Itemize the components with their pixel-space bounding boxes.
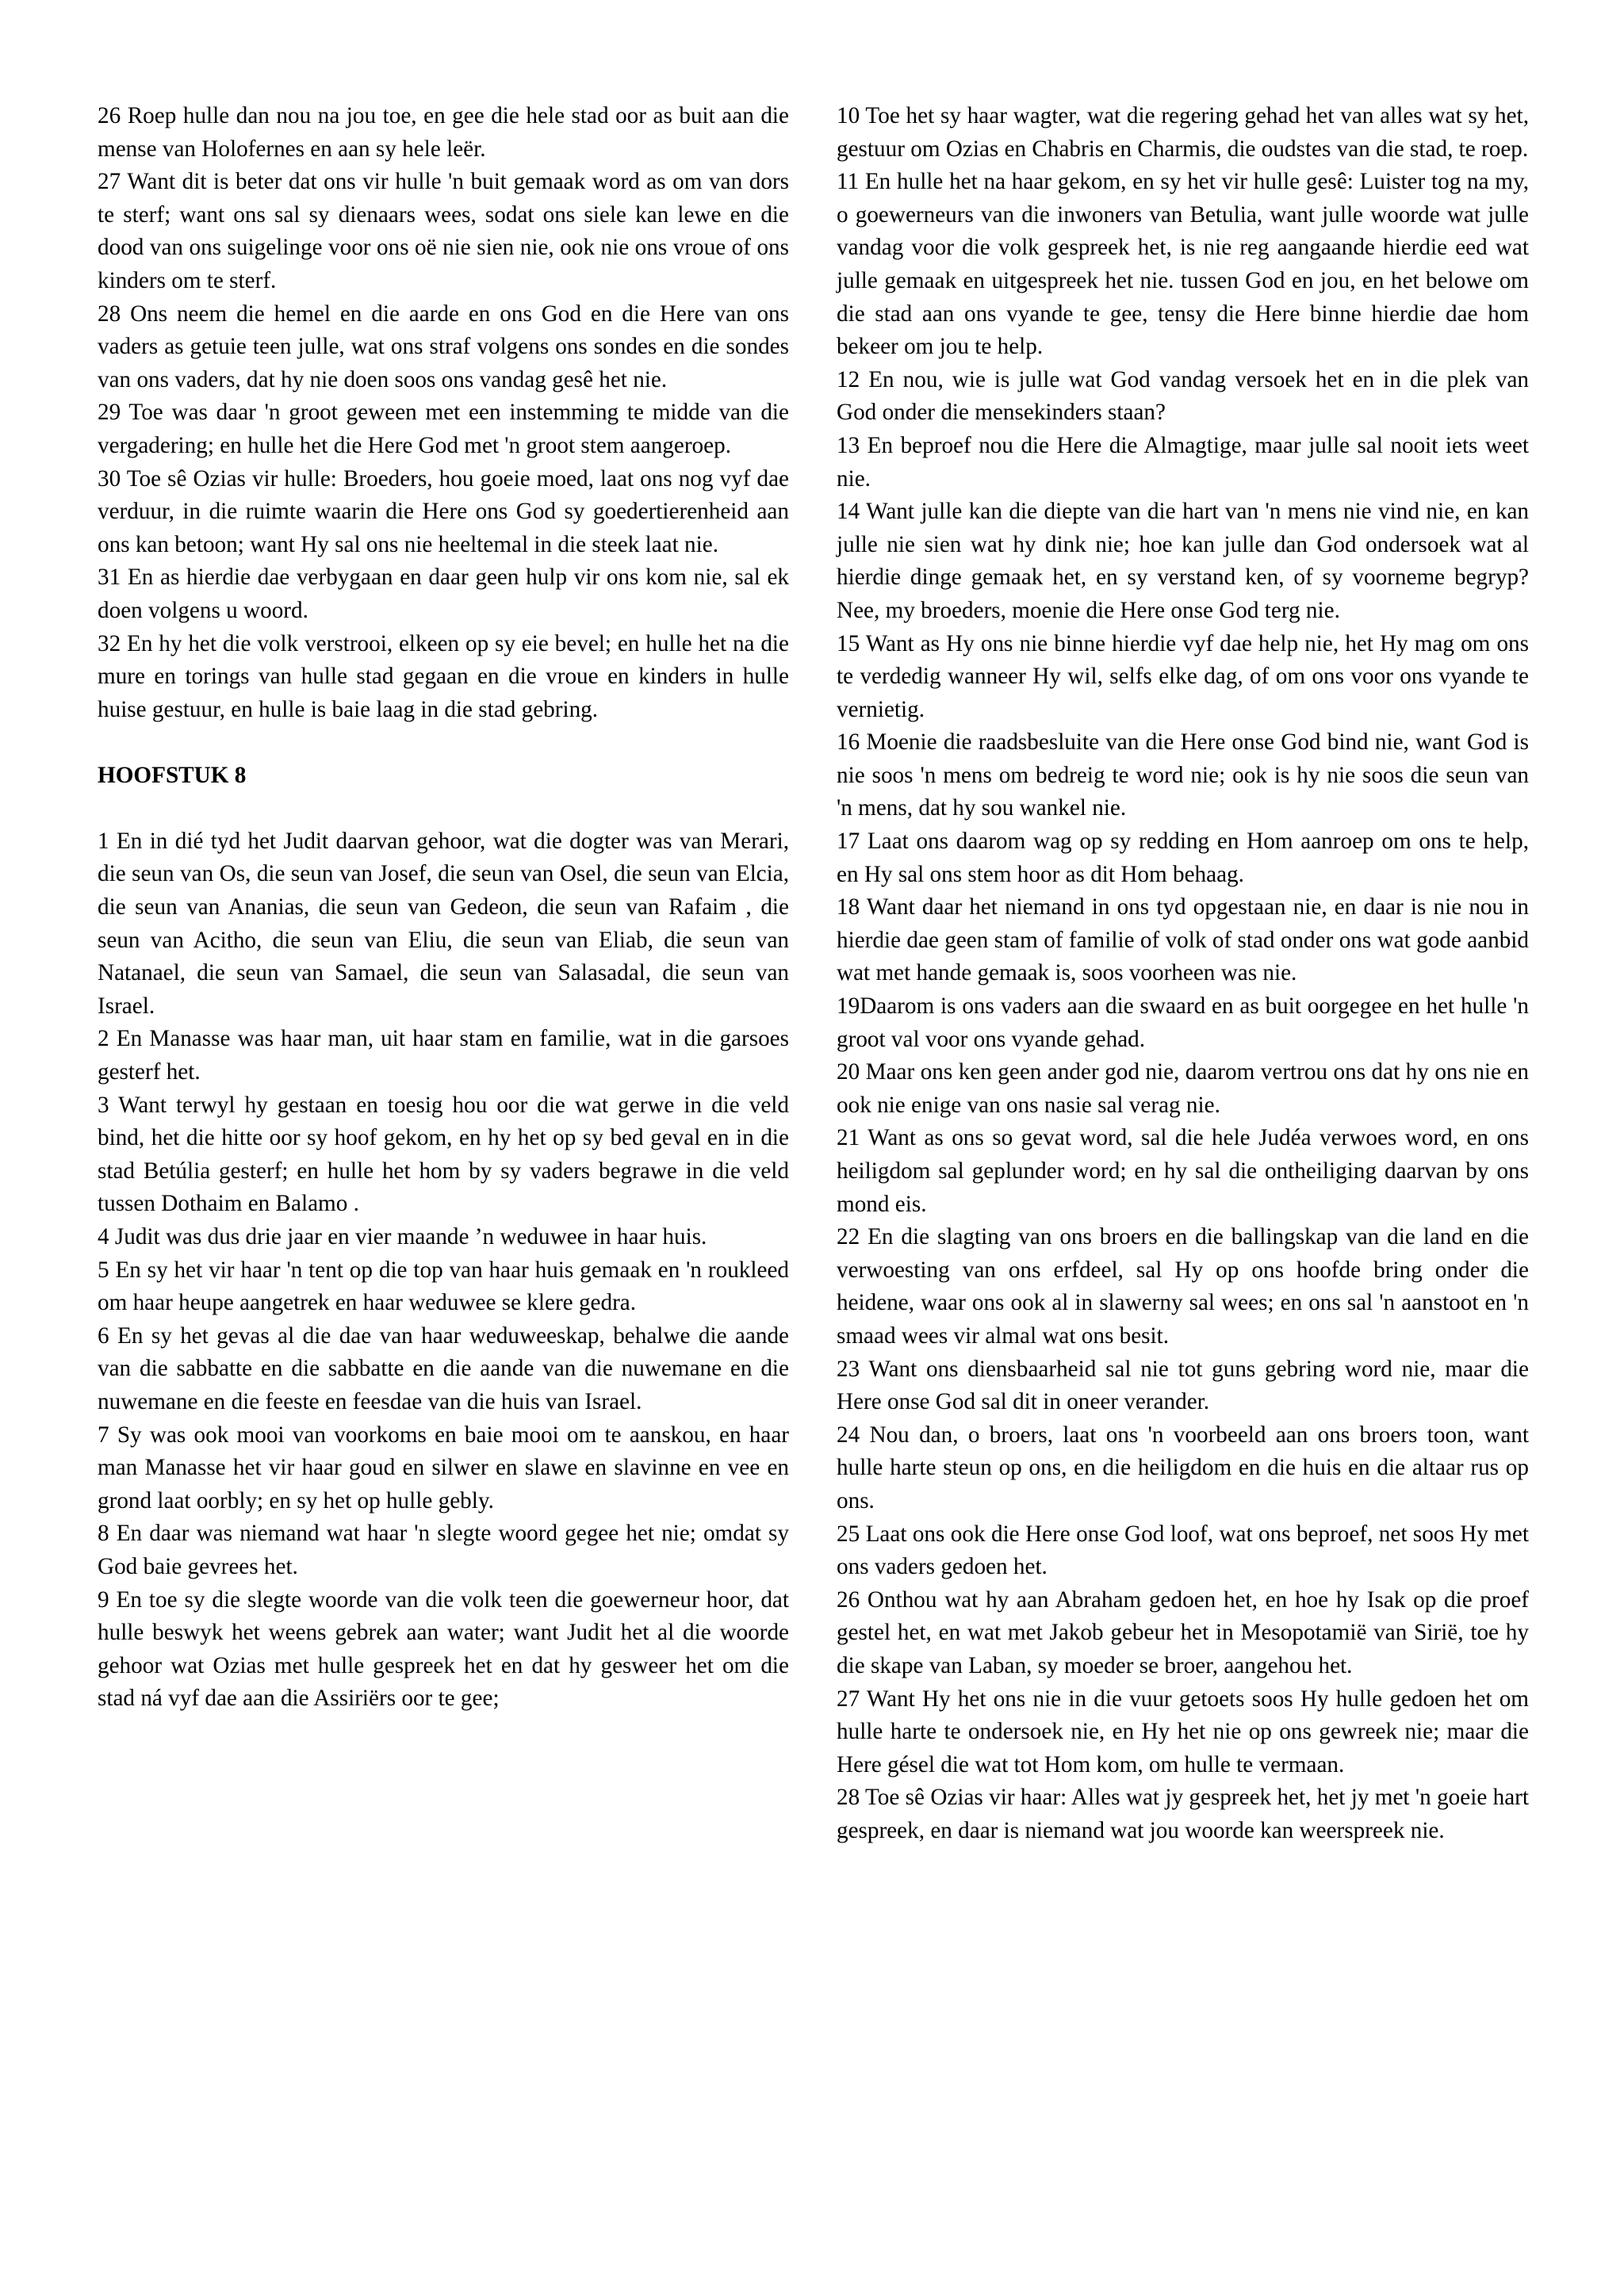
verse-28: 28 Ons neem die hemel en die aarde en ons God en die Here van ons vaders as getuie teen julle, wat ons straf volgens ons sondes en die sondes van ons vaders, dat hy nie doen soos ons vandag gesê het nie. bbox=[98, 300, 789, 392]
chapter8-verse-13: 13 En beproef nou die Here die Almagtige, maar julle sal nooit iets weet nie. bbox=[837, 432, 1529, 492]
chapter8-verse-7: 7 Sy was ook mooi van voorkoms en baie mooi om te aanskou, en haar man Manasse het vir haar goud en silwer en slawe en slavinne en vee en grond laat oorbly; en sy het op hulle gebly. bbox=[98, 1422, 789, 1513]
chapter8-verse-18: 18 Want daar het niemand in ons tyd opgestaan nie, en daar is nie nou in hierdie dae geen stam of familie of volk of stad onder ons wat gode aanbid wat met hande gemaak is, soos voorheen was nie. bbox=[837, 894, 1529, 986]
chapter8-verse-9: 9 En toe sy die slegte woorde van die volk teen die goewerneur hoor, dat hulle beswyk het weens gebrek aan water; want Judit het al die woorde gehoor wat Ozias met hulle gespreek het en dat hy gesweer het om die stad ná vyf dae aan die Assiriërs oor te gee; bbox=[98, 1586, 789, 1712]
chapter8-verse-17: 17 Laat ons daarom wag op sy redding en Hom aanroep om ons te help, en Hy sal ons stem hoor as dit Hom behaag. bbox=[837, 828, 1529, 887]
verse-29: 29 Toe was daar 'n groot geween met een instemming te midde van die vergadering; en hulle het die Here God met 'n groot stem aangeroep. bbox=[98, 400, 789, 458]
chapter8-verse-20: 20 Maar ons ken geen ander god nie, daarom vertrou ons dat hy ons nie en ook nie enige van ons nasie sal verag nie. bbox=[837, 1059, 1529, 1118]
chapter8-verse-28: 28 Toe sê Ozias vir haar: Alles wat jy gespreek het, het jy met 'n goeie hart gespreek, en daar is niemand wat jou woorde kan weerspreek nie. bbox=[837, 1785, 1529, 1843]
chapter8-verse-5: 5 En sy het vir haar 'n tent op die top van haar huis gemaak en 'n roukleed om haar heupe aangetrek en haar weduwee se klere gedra. bbox=[98, 1257, 789, 1316]
chapter8-verse-14: 14 Want julle kan die diepte van die hart van 'n mens nie vind nie, en kan julle nie sien wat hy dink nie; hoe kan julle dan God ondersoek wat al hierdie dinge gemaak het, en sy verstand ken, of sy voorneme begryp? Nee, my broeders, moenie die Here onse God terg nie. bbox=[837, 499, 1529, 623]
chapter8-verse-15: 15 Want as Hy ons nie binne hierdie vyf dae help nie, het Hy mag om ons te verdedig wanneer Hy wil, selfs elke dag, of om ons voor ons vyande te vernietig. bbox=[837, 630, 1529, 722]
chapter8-verse-24: 24 Nou dan, o broers, laat ons 'n voorbeeld aan ons broers toon, want hulle harte steun op ons, en die heiligdom en die huis en die altaar rus op ons. bbox=[837, 1422, 1529, 1513]
chapter8-verse-3: 3 Want terwyl hy gestaan en toesig hou oor die wat gerwe in die veld bind, het die hitte oor sy hoof gekom, en hy het op sy bed geval en in die stad Betúlia gesterf; en hulle het hom by sy vaders begrawe in die veld tussen Dothaim en Balamo . bbox=[98, 1092, 789, 1217]
chapter8-verse-23: 23 Want ons diensbaarheid sal nie tot guns gebring word nie, maar die Here onse God sal dit in oneer verander. bbox=[837, 1356, 1529, 1415]
verse-31: 31 En as hierdie dae verbygaan en daar geen hulp vir ons kom nie, sal ek doen volgens u woord. bbox=[98, 564, 789, 623]
chapter8-verse-21: 21 Want as ons so gevat word, sal die hele Judéa verwoes word, en ons heiligdom sal geplunder word; en hy sal die ontheiliging daarvan by ons mond eis. bbox=[837, 1125, 1529, 1217]
chapter8-verse-16: 16 Moenie die raadsbesluite van die Here onse God bind nie, want God is nie soos 'n mens om bedreig te word nie; ook is hy nie soos die seun van 'n mens, dat hy sou wankel nie. bbox=[837, 729, 1529, 821]
chapter8-verse-2: 2 En Manasse was haar man, uit haar stam en familie, wat in die garsoes gesterf het. bbox=[98, 1026, 789, 1085]
verse-26: 26 Roep hulle dan nou na jou toe, en gee die hele stad oor as buit aan die mense van Holofernes en aan sy hele leër. bbox=[98, 103, 789, 162]
chapter8-verse-27: 27 Want Hy het ons nie in die vuur getoets soos Hy hulle gedoen het om hulle harte te ondersoek nie, en Hy het nie op ons gewreek nie; maar die Here gésel die wat tot Hom kom, om hulle te vermaan. bbox=[837, 1686, 1529, 1777]
chapter8-verse-22: 22 En die slagting van ons broers en die ballingskap van die land en die verwoesting van ons erfdeel, sal Hy op ons hoofde bring onder die heidene, waar ons ook al in slawerny sal wees; en ons sal 'n aanstoot en 'n smaad wees vir almal wat ons besit. bbox=[837, 1224, 1529, 1349]
chapter8-verse-8: 8 En daar was niemand wat haar 'n slegte woord gegee het nie; omdat sy God baie gevrees het. bbox=[98, 1521, 789, 1579]
chapter8-verse-4: 4 Judit was dus drie jaar en vier maande ’n weduwee in haar huis. bbox=[98, 1224, 707, 1249]
verse-32: 32 En hy het die volk verstrooi, elkeen op sy eie bevel; en hulle het na die mure en torings van hulle stad gegaan en die vroue en kinders in hulle huise gestuur, en hulle is baie laag in die stad gebring. bbox=[98, 630, 789, 722]
chapter8-verse-6: 6 En sy het gevas al die dae van haar weduweeskap, behalwe die aande van die sabbatte en die sabbatte en die aande van die nuwemane en die nuwemane en die feeste en feesdae van die huis van Israel. bbox=[98, 1322, 789, 1414]
chapter-heading: HOOFSTUK 8 bbox=[98, 763, 247, 789]
left-column bbox=[98, 100, 789, 1716]
chapter8-verse-1: 1 En in dié tyd het Judit daarvan gehoor, wat die dogter was van Merari, die seun van Os, die seun van Josef, die seun van Osel, die seun van Elcia, die seun van Ananias, die seun van Gedeon, die seun van Rafaim , die seun van Acitho, die seun van Eliu, die seun van Eliab, die seun van Natanael, die seun van Samael, die seun van Salasadal, die seun van Israel. bbox=[98, 828, 789, 1019]
chapter8-verse-26: 26 Onthou wat hy aan Abraham gedoen het, en hoe hy Isak op die proef gestel het, en wat met Jakob gebeur het in Mesopotamië van Sirië, toe hy die skape van Laban, sy moeder se broer, aangehou het. bbox=[837, 1586, 1529, 1678]
verse-27: 27 Want dit is beter dat ons vir hulle 'n buit gemaak word as om van dors te sterf; want ons sal sy dienaars wees, sodat ons siele kan lewe en die dood van ons suigelinge voor ons oë nie sien nie, ook nie ons vroue of ons kinders om te sterf. bbox=[98, 169, 789, 293]
right-column bbox=[837, 100, 1529, 1847]
chapter8-verse-12: 12 En nou, wie is julle wat God vandag versoek het en in die plek van God onder die mensekinders staan? bbox=[837, 366, 1529, 426]
chapter8-verse-25: 25 Laat ons ook die Here onse God loof, wat ons beproef, net soos Hy met ons vaders gedoen het. bbox=[837, 1521, 1529, 1580]
chapter8-verse-19: 19Daarom is ons vaders aan die swaard en as buit oorgegee en het hulle 'n groot val voor ons vyande gehad. bbox=[837, 993, 1529, 1052]
chapter8-verse-10: 10 Toe het sy haar wagter, wat die regering gehad het van alles wat sy het, gestuur om Ozias en Chabris en Charmis, die oudstes van die stad, te roep. bbox=[837, 103, 1529, 162]
chapter8-verse-11: 11 En hulle het na haar gekom, en sy het vir hulle gesê: Luister tog na my, o goewerneurs van die inwoners van Betulia, want julle woorde wat julle vandag voor die volk gespreek het, is nie reg aangaande hierdie eed wat julle gemaak en uitgespreek het nie. tussen God en jou, en het belowe om die stad aan ons vyande te gee, tensy die Here binne hierdie dae hom bekeer om jou te help. bbox=[837, 169, 1529, 360]
verse-30: 30 Toe sê Ozias vir hulle: Broeders, hou goeie moed, laat ons nog vyf dae verduur, in die ruimte waarin die Here ons God sy goedertierenheid aan ons kan betoon; want Hy sal ons nie heeltemal in die steek laat nie. bbox=[98, 465, 789, 557]
